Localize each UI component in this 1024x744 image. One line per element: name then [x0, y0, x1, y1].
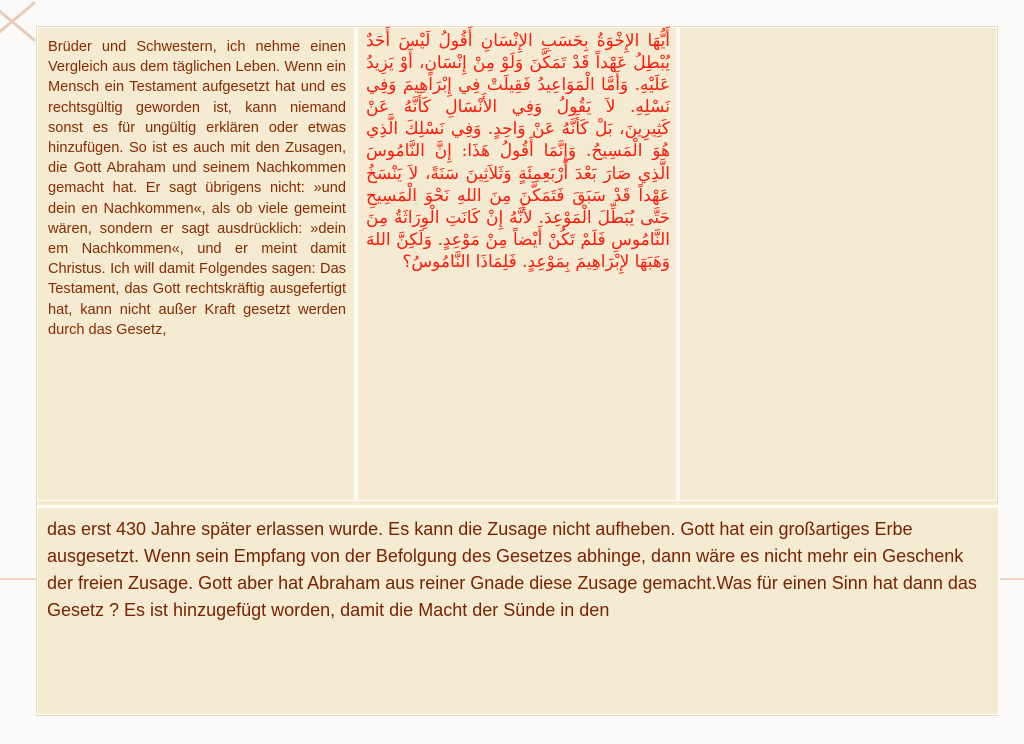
german-paragraph: Brüder und Schwestern, ich nehme einen Vergleich aus dem täglichen Leben. Wenn ein Mensch ein Testament aufgesetzt hat und es rechtsgültig geworden ist, kann niemand sonst es für ungültig erklären oder etwas hinzufügen. So ist es auch mit den Zusagen, die Gott Abraham und seinem Nachkommen gemacht hat. Er sagt übrigens nicht: »und dein en Nachkommen«, als ob viele gemeint wären, sondern er sagt ausdrücklich: »dein em Nachkommen«, und er meint damit Christus. Ich will damit Folgendes sagen: Das Testament, das Gott rechtskräftig ausgefertigt hat, kann nicht außer Kraft gesetzt werden durch das Gesetz, — [48, 39, 346, 338]
german-cell — [37, 27, 355, 501]
arabic-paragraph: أَيُّهَا الإِخْوَةُ بِحَسَبِ الإِنْسَانِ أَقُولُ لَيْسَ أَحَدٌ يُبْطِلُ عَهْداً قَدْ تَمَكَّنَ وَلَوْ مِنْ إِنْسَانٍ، أَوْ يَزِيدُ عَلَيْهِ. وَأَمَّا الْمَوَاعِيدُ فَقِيلَتْ فِي إِبْرَاهِيمَ وَفِي نَسْلِهِ. لاَ يَقُولُ وَفِي الأَنْسَالِ كَأَنَّهُ عَنْ كَثِيرِينَ، بَلْ كَأَنَّهُ عَنْ وَاحِدٍ. وَفِي نَسْلِكَ الَّذِي هُوَ الْمَسِيحُ. وَإِنَّمَا أَقُولُ هَذَا: إِنَّ النَّامُوسَ الَّذِي صَارَ بَعْدَ أَرْبَعِمِئَةٍ وَثَلاَثِينَ سَنَةً، لاَ يَنْسَخُ عَهْداً قَدْ سَبَقَ فَتَمَكَّنَ مِنَ اللهِ نَحْوَ الْمَسِيحِ حَتَّى يُبَطِّلَ الْمَوْعِدَ. لأَنَّهُ إِنْ كَانَتِ الْوِرَاثَةُ مِنَ النَّامُوسِ فَلَمْ تَكُنْ أَيْضاً مِنْ مَوْعِدٍ. وَلَكِنَّ اللهَ وَهَبَهَا لإِبْرَاهِيمَ بِمَوْعِدٍ. فَلِمَاذَا النَّامُوسُ؟ — [366, 31, 670, 272]
bottom-paragraph: das erst 430 Jahre später erlassen wurde. Es kann die Zusage nicht aufheben. Gott hat ein großartiges Erbe ausgesetzt. Wenn sein Empfang von der Befolgung des Gesetzes abhinge, dann wäre es nicht mehr ein Geschenk der freien Zusage. Gott aber hat Abraham aus reiner Gnade diese Zusage gemacht.Was für einen Sinn hat dann das Gesetz ? Es ist hinzugefügt worden, damit die Macht der Sünde in den — [47, 519, 977, 620]
empty-cell — [679, 27, 997, 501]
decorative-rule — [0, 578, 36, 580]
bottom-cell — [37, 505, 999, 715]
arabic-cell — [357, 27, 677, 501]
decorative-rule — [1000, 578, 1024, 580]
content-table — [36, 26, 998, 716]
